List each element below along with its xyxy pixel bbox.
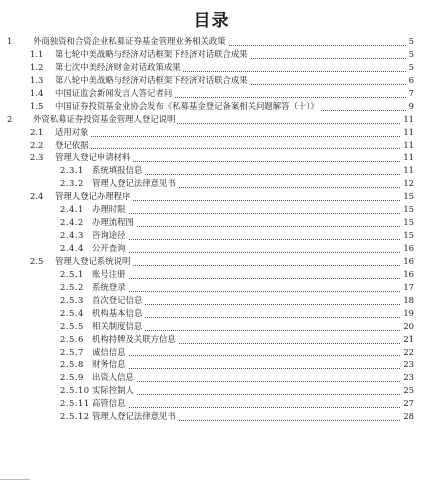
toc-entry-page: 6: [408, 74, 414, 85]
toc-entry-page: 11: [403, 139, 414, 150]
toc-entry-title: 适用对象: [55, 126, 89, 137]
toc-entry-title: 第七次中美经济财金对话政策成果: [55, 61, 181, 72]
toc-entry-title: 第七轮中美战略与经济对话框架下经济对话联合成果: [55, 48, 248, 59]
toc-entry-page: 22: [403, 346, 414, 357]
toc-entry-page: 11: [403, 152, 414, 163]
toc-entry-title: 高管信息: [92, 398, 126, 409]
toc-entry-page: 5: [408, 36, 414, 46]
toc-entry-number: 2.3: [30, 152, 44, 163]
toc-entry-page: 18: [403, 294, 414, 305]
toc-entry-page: 21: [403, 333, 414, 344]
toc-entry-title: 咨询途径: [92, 230, 126, 241]
toc-entry-title: 中国证券投资基金业协会发布《私募基金登记备案相关问题解答（十）》: [55, 100, 319, 111]
toc-entry-title: 办理时限: [92, 204, 126, 215]
toc-entry-title: 账号注册: [92, 268, 126, 279]
toc-entry-number: 1.3: [30, 74, 44, 85]
toc-entry-page: 17: [403, 281, 414, 292]
dot-leader: [55, 136, 414, 150]
toc-entry-page: 11: [403, 126, 414, 137]
toc-entry-title: 实际控制人: [92, 385, 134, 396]
toc-entry-title: 相关制度信息: [92, 320, 143, 331]
page-title: 目录: [193, 11, 230, 31]
toc-entry-number: 2.5.3: [60, 294, 84, 305]
toc-entry-page: 25: [403, 385, 414, 396]
toc-entry-page: 11: [403, 165, 414, 176]
toc-entry-page: 28: [403, 411, 414, 422]
toc-entry-title: 财务信息: [92, 359, 126, 370]
toc-entry-page: 19: [403, 307, 414, 318]
toc-entry-title: 外商独资和合资企业私募证券基金管理业务相关政策: [33, 36, 226, 46]
toc-entry-title: 机构持牌及关联方信息: [92, 333, 176, 344]
edge-divider: [0, 479, 30, 480]
toc-entry-page: 27: [403, 398, 414, 409]
toc-entry-number: 2.4.4: [60, 243, 84, 253]
toc-entry-number: 2.2: [30, 139, 44, 150]
toc-entry-number: 2.5.2: [60, 281, 84, 292]
dot-leader: [92, 239, 414, 253]
toc-entry-page: 16: [403, 268, 414, 279]
toc-entry-number: 2.5.6: [60, 333, 84, 344]
toc-entry-page: 15: [403, 191, 414, 202]
toc-entry-title: 系统登录: [92, 281, 126, 292]
dot-leader: [92, 394, 414, 408]
toc-entry-number: 2.4.3: [60, 230, 84, 241]
toc-entry-number: 2.4.1: [60, 204, 84, 215]
toc-entry-number: 2.5.11: [60, 398, 90, 409]
toc-entry-number: 2.5.10: [60, 385, 90, 396]
dot-leader: [92, 355, 414, 369]
toc-entry-page: 23: [403, 372, 414, 383]
toc-entry-title: 机构基本信息: [92, 307, 143, 318]
toc-entry-number: 2.4.2: [60, 217, 84, 228]
toc-entry-number: 1.2: [30, 61, 44, 72]
toc-entry-number: 1.1: [30, 48, 44, 59]
toc-entry-number: 2.3.2: [60, 178, 84, 189]
dot-leader: [92, 368, 414, 382]
toc-entry-page: 15: [403, 230, 414, 241]
toc-entry-page: 7: [408, 87, 414, 98]
dot-leader: [92, 200, 414, 214]
toc-entry-page: 16: [403, 243, 414, 253]
toc-entry-page: 5: [408, 48, 414, 59]
toc-entry-number: 2.5.8: [60, 359, 84, 370]
toc-entry-number: 2.5.1: [60, 268, 84, 279]
toc-entry[interactable]: [0, 410, 423, 423]
toc-entry-title: 管理人登记法律意见书: [92, 411, 176, 422]
table-of-contents: [0, 35, 423, 423]
toc-entry-number: 2.5.7: [60, 346, 84, 357]
dot-leader: [92, 381, 414, 395]
toc-entry-page: 15: [403, 204, 414, 215]
toc-entry-number: 2.5.5: [60, 320, 84, 331]
toc-entry-page: 16: [403, 255, 414, 266]
dot-leader: [92, 278, 414, 292]
toc-entry-title: 管理人登记申请材料: [55, 152, 131, 163]
toc-entry-page: 12: [403, 178, 414, 189]
toc-entry-page: 23: [403, 359, 414, 370]
toc-entry-number: 2.1: [30, 126, 44, 137]
toc-entry-title: 管理人登记办理程序: [55, 191, 131, 202]
toc-entry-page: 5: [408, 61, 414, 72]
dot-leader: [92, 226, 414, 240]
toc-entry-title: 诚信信息: [92, 346, 126, 357]
toc-entry-page: 15: [403, 217, 414, 228]
toc-entry-title: 管理人登记系统说明: [55, 255, 131, 266]
toc-entry-number: 2: [7, 113, 13, 124]
toc-entry-title: 第八轮中美战略与经济对话框架下经济对话联合成果: [55, 74, 248, 85]
toc-entry-title: 出资人信息: [92, 372, 134, 383]
toc-entry-title: 外资私募证券投资基金管理人登记说明: [33, 113, 176, 124]
toc-entry-number: 1: [7, 36, 13, 46]
toc-entry-number: 1.4: [30, 87, 44, 98]
toc-entry-number: 2.3.1: [60, 165, 84, 176]
toc-entry-page: 20: [403, 320, 414, 331]
toc-entry-number: 2.5.9: [60, 372, 84, 383]
toc-entry-title: 办理流程图: [92, 217, 134, 228]
toc-entry-number: 2.4: [30, 191, 44, 202]
toc-entry-number: 2.5.12: [60, 411, 90, 422]
toc-entry-title: 登记依据: [55, 139, 89, 150]
toc-entry-number: 2.5.4: [60, 307, 84, 318]
toc-entry-page: 9: [408, 100, 414, 111]
toc-entry-title: 系统填报信息: [92, 165, 143, 176]
toc-entry-title: 首次登记信息: [92, 294, 143, 305]
toc-entry-number: 1.5: [30, 100, 44, 111]
dot-leader: [92, 265, 414, 279]
toc-entry-number: 2.5: [30, 255, 44, 266]
toc-entry-title: 中国证监会新闻发言人答记者问: [55, 87, 173, 98]
toc-entry-title: 公开查询: [92, 243, 126, 253]
toc-entry-title: 管理人登记法律意见书: [92, 178, 176, 189]
dot-leader: [92, 213, 414, 227]
toc-entry-page: 11: [403, 113, 414, 124]
